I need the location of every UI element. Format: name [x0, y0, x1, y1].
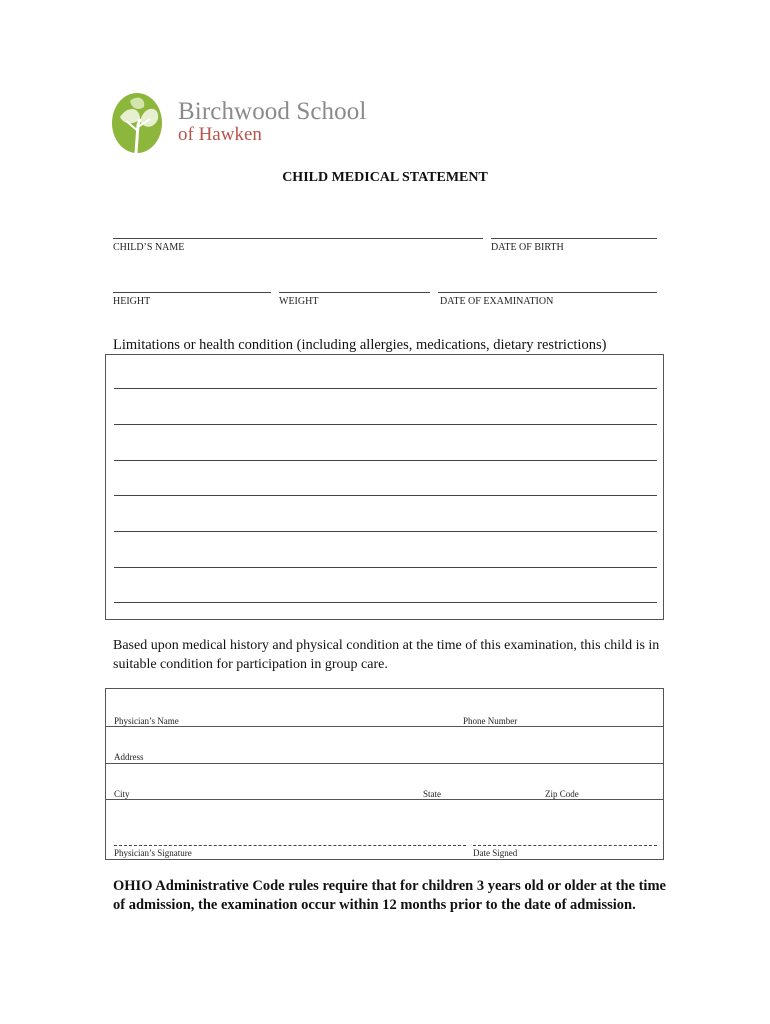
limitations-line[interactable]	[114, 460, 657, 461]
weight-field[interactable]	[279, 292, 430, 293]
limitations-line[interactable]	[114, 567, 657, 568]
physician-box	[105, 688, 664, 860]
physician-signature-label: Physician’s Signature	[114, 848, 192, 858]
height-field[interactable]	[113, 292, 271, 293]
date-of-birth-field[interactable]	[491, 238, 657, 239]
limitations-line[interactable]	[114, 531, 657, 532]
birchwood-leaf-logo-icon	[110, 91, 166, 155]
physician-name-label: Physician’s Name	[114, 716, 179, 726]
ohio-code-notice: OHIO Administrative Code rules require that for children 3 years old or older at the time of admission, the examination occur within 12 months prior to the date of admission.	[113, 878, 666, 913]
date-of-birth-label: DATE OF BIRTH	[491, 242, 564, 253]
state-label: State	[423, 789, 441, 799]
childs-name-field[interactable]	[113, 238, 483, 239]
physician-signature-field[interactable]	[114, 845, 466, 846]
limitations-line[interactable]	[114, 424, 657, 425]
weight-label: WEIGHT	[279, 296, 319, 307]
date-of-exam-field[interactable]	[438, 292, 657, 293]
physician-row-divider	[106, 799, 663, 800]
suitability-statement: Based upon medical history and physical condition at the time of this examination, this child is in suitable condition for participation in group care.	[113, 638, 660, 672]
school-name: Birchwood School	[178, 98, 367, 125]
school-subtitle: of Hawken	[178, 124, 262, 145]
physician-row-divider	[106, 763, 663, 764]
zip-code-label: Zip Code	[545, 789, 579, 799]
address-label: Address	[114, 752, 144, 762]
date-of-exam-label: DATE OF EXAMINATION	[440, 296, 554, 307]
date-signed-field[interactable]	[473, 845, 657, 846]
limitations-heading: Limitations or health condition (including allergies, medications, dietary restrictions)	[113, 337, 607, 353]
city-label: City	[114, 789, 130, 799]
limitations-line[interactable]	[114, 602, 657, 603]
date-signed-label: Date Signed	[473, 848, 518, 858]
form-title: CHILD MEDICAL STATEMENT	[282, 170, 488, 185]
height-label: HEIGHT	[113, 296, 151, 307]
phone-number-label: Phone Number	[463, 716, 518, 726]
limitations-line[interactable]	[114, 495, 657, 496]
childs-name-label: CHILD’S NAME	[113, 242, 185, 253]
limitations-box[interactable]	[105, 354, 664, 620]
limitations-line[interactable]	[114, 388, 657, 389]
physician-row-divider	[106, 726, 663, 727]
